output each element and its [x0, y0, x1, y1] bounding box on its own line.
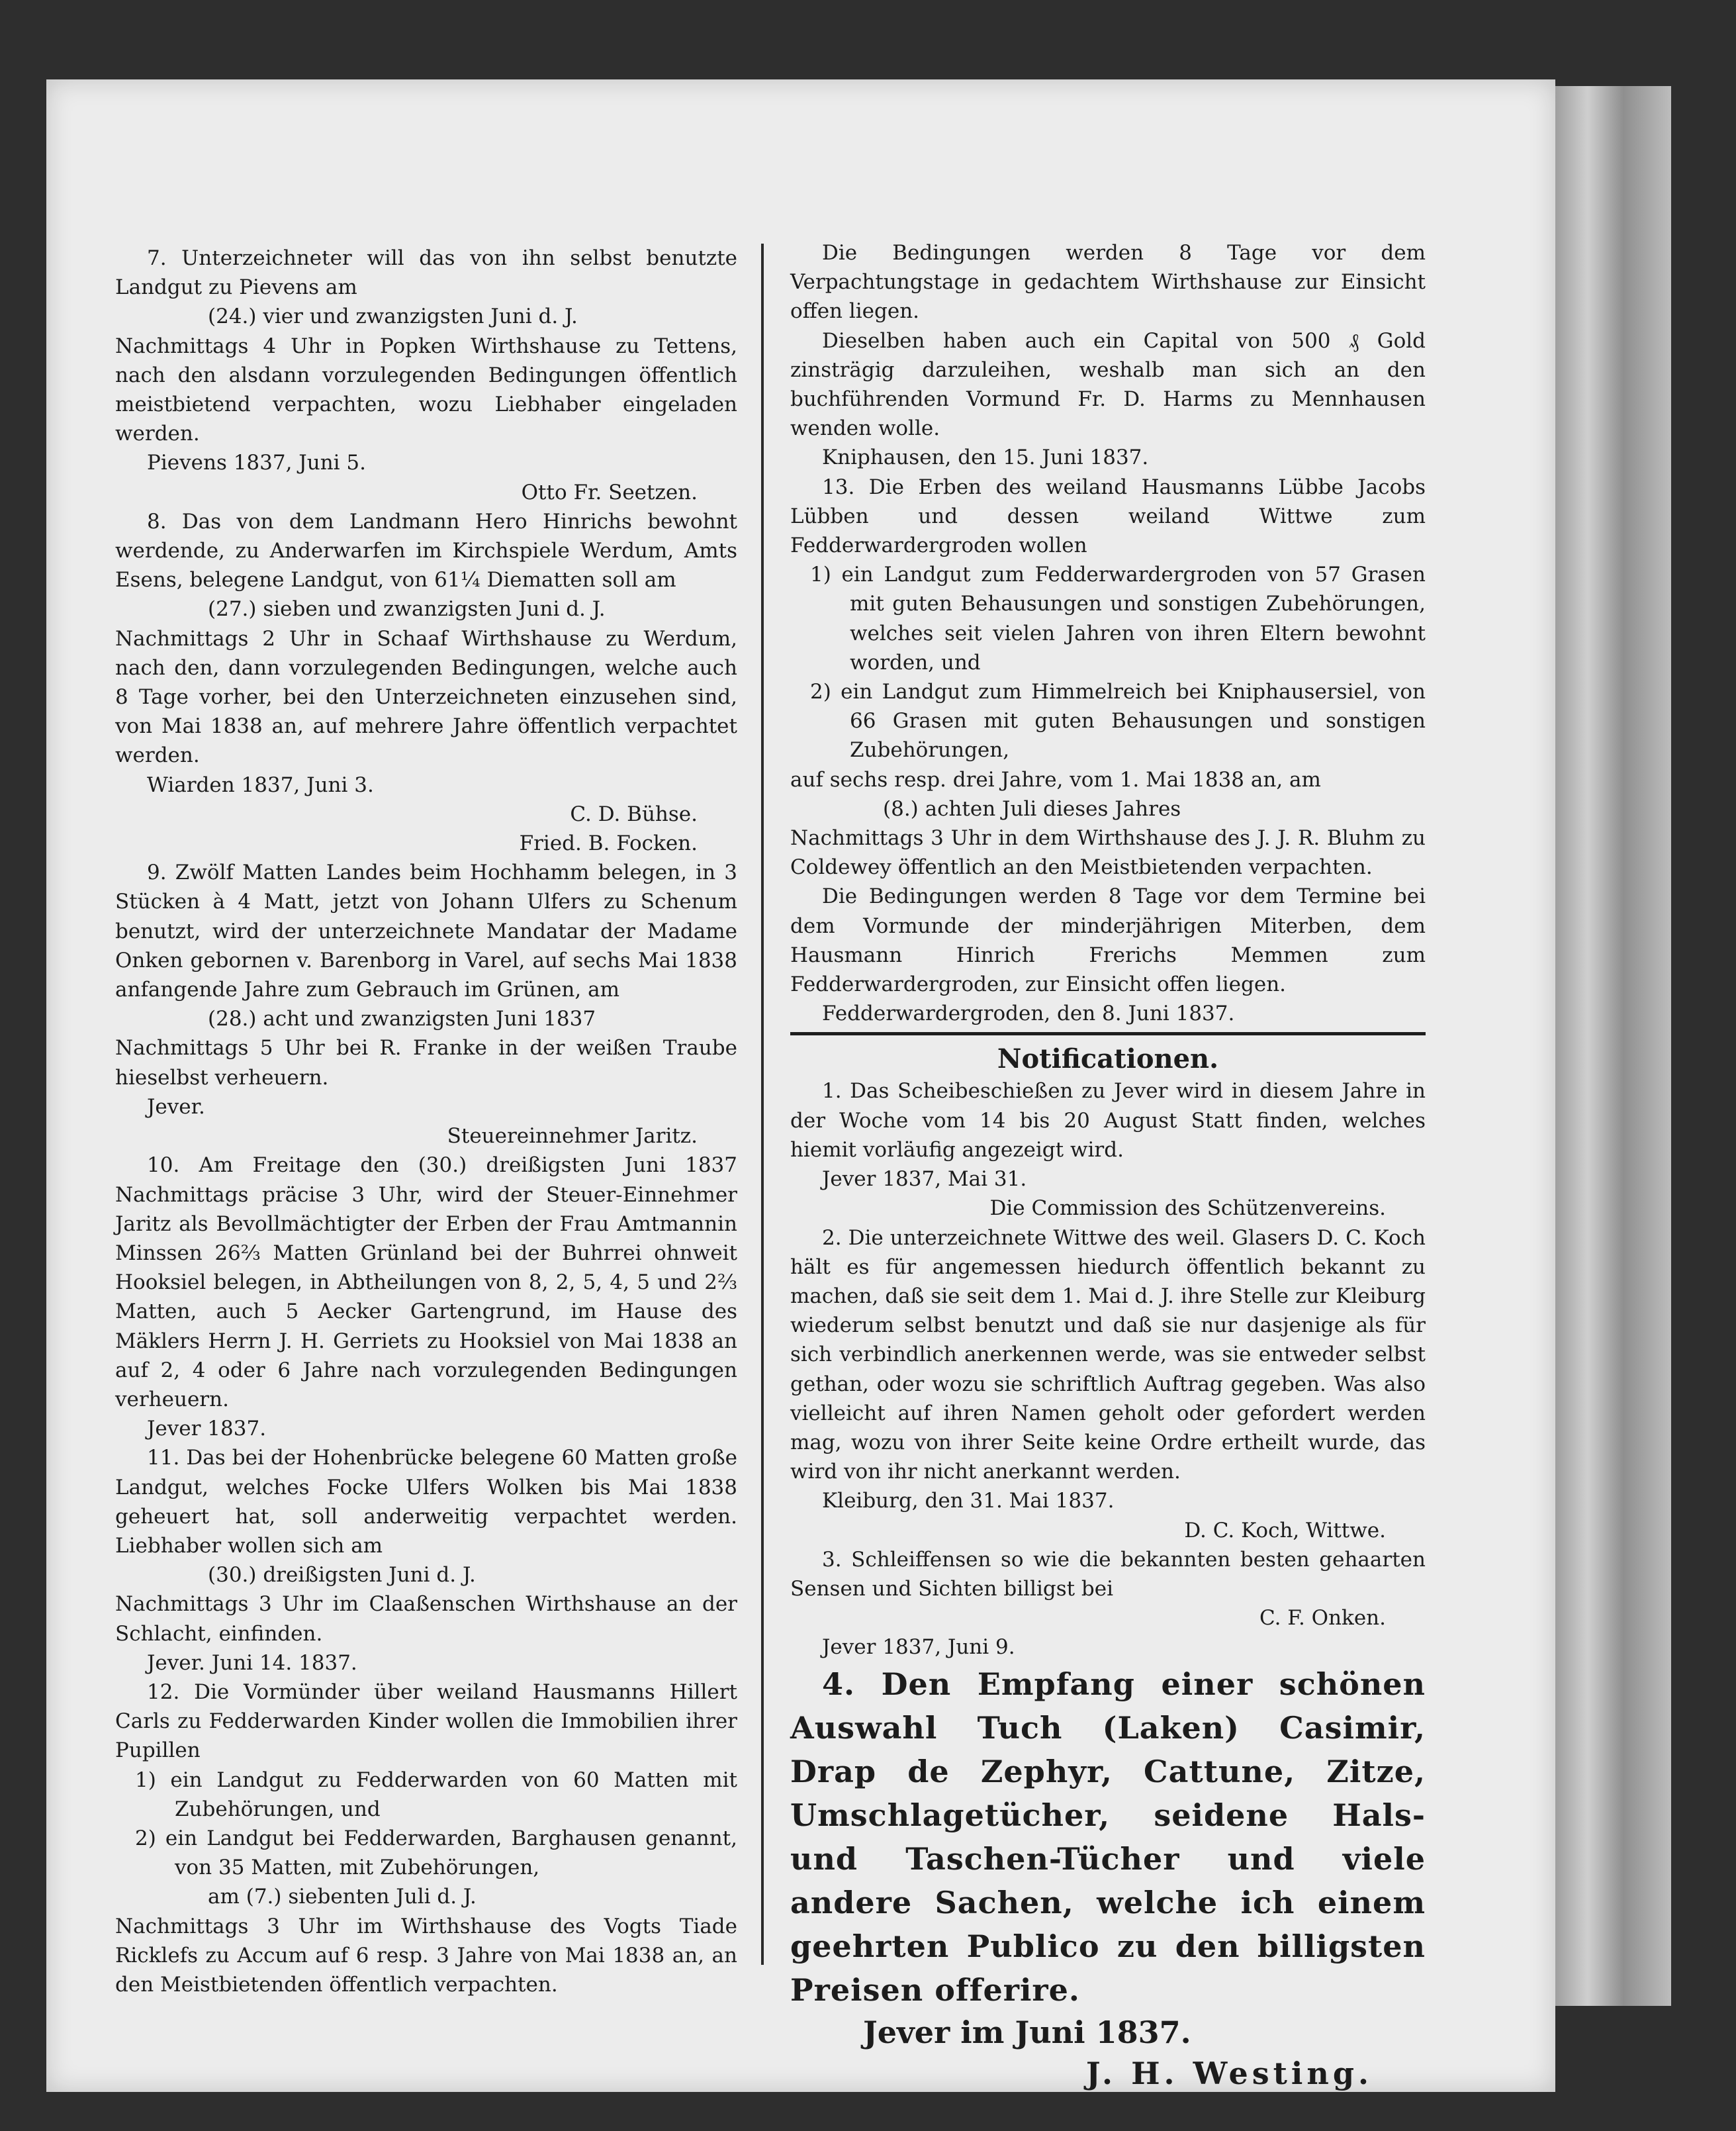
- text-line: (8.) achten Juli dieses Jahres: [883, 796, 1181, 821]
- announcement-paragraph: 2. Die unterzeichnete Wittwe des weil. Glasers D. C. Koch hält es für angemessen hiedurch öffentlich bekannt zu machen, daß sie seit dem 1. Mai d. J. ihre Stelle zur Kleiburg wiederum selbst benutzt und daß sie nur dasjenige als für sich verbindlich anerkennen werde, was sie entweder selbst gethan, oder wozu sie schriftlich Auftrag gegeben. Was also vielleicht auf ihren Namen geholt oder gefordert werden mag, wozu von ihrer Seite keine Ordre ertheilt wurde, das wird von ihr nicht anerkannt werden.: [790, 1225, 1426, 1484]
- date-line: Kniphausen, den 15. Juni 1837.: [822, 446, 1149, 470]
- announcement-paragraph: 1. Das Scheibeschießen zu Jever wird in diesem Jahre in der Woche vom 14 bis 20 August Statt finden, welches hiemit vorläufig angezeigt wird.: [790, 1079, 1426, 1162]
- date-line: Kleiburg, den 31. Mai 1837.: [822, 1489, 1115, 1513]
- announcement-paragraph: 12. Die Vormünder über weiland Hausmanns Hillert Carls zu Fedderwarden Kinder wollen die Immobilien ihrer Pupillen: [115, 1680, 737, 1763]
- list-item: 1) ein Landgut zu Fedderwarden von 60 Matten mit Zubehörungen, und: [135, 1768, 737, 1821]
- date-line: Jever 1837.: [147, 1417, 267, 1441]
- text-line: (28.) acht und zwanzigsten Juni 1837: [208, 1007, 596, 1031]
- text-line: Nachmittags 3 Uhr im Claaßenschen Wirthshause an der Schlacht, einfinden.: [115, 1592, 737, 1646]
- signature-line: Steuereinnehmer Jaritz.: [447, 1124, 698, 1149]
- signature-line: Fried. B. Focken.: [519, 831, 698, 856]
- right-column-announcements: [790, 238, 1426, 1028]
- text-line: Nachmittags 2 Uhr in Schaaf Wirthshause zu Werdum, nach den, dann vorzulegenden Bedingungen, welche auch 8 Tage vorher, bei den Unterzeichneten einzusehen sind, von Mai 1838 an, auf mehrere Jahre öffentlich verpachtet werden.: [115, 626, 737, 768]
- text-line: am (7.) siebenten Juli d. J.: [208, 1885, 477, 1909]
- list-item: 2) ein Landgut zum Himmelreich bei Kniphausersiel, von 66 Grasen mit guten Behausungen und sonstigen Zubehörungen,: [810, 680, 1426, 763]
- text-line: Nachmittags 5 Uhr bei R. Franke in der weißen Traube hieselbst verheuern.: [115, 1036, 737, 1090]
- text-line: Nachmittags 4 Uhr in Popken Wirthshause zu Tettens, nach den alsdann vorzulegenden Bedingungen öffentlich meistbietend verpachten, wozu Liebhaber eingeladen werden.: [115, 334, 737, 446]
- advert-place-date: Jever im Juni 1837.: [863, 2014, 1191, 2050]
- date-line: Jever 1837, Juni 9.: [822, 1635, 1015, 1660]
- signature-line: Otto Fr. Seetzen.: [521, 480, 698, 504]
- advert-signature: J. H. Westing.: [1085, 2055, 1373, 2091]
- announcement-paragraph: Die Bedingungen werden 8 Tage vor dem Verpachtungstage in gedachtem Wirthshause zur Einsicht offen liegen.: [790, 241, 1426, 324]
- announcement-paragraph: 3. Schleiffensen so wie die bekannten besten gehaarten Sensen und Sichten billigst bei: [790, 1547, 1426, 1601]
- list-item: 2) ein Landgut bei Fedderwarden, Barghausen genannt, von 35 Matten, mit Zubehörungen,: [135, 1826, 737, 1880]
- advert-body: 4. Den Empfang einer schönen Auswahl Tuch (Laken) Casimir, Drap de Zephyr, Cattune, Zitze, Umschlagetücher, seidene Hals- und Taschen-Tücher und viele andere Sachen, welche ich einem geehrten Publico zu den billigsten Preisen offerire.: [790, 1666, 1426, 2008]
- text-line: Nachmittags 3 Uhr in dem Wirthshause des J. J. R. Bluhm zu Coldewey öffentlich an den Meistbietenden verpachten.: [790, 826, 1426, 880]
- signature-line: C. F. Onken.: [1259, 1606, 1386, 1631]
- text-line: auf sechs resp. drei Jahre, vom 1. Mai 1838 an, am: [790, 767, 1321, 792]
- left-column: [115, 244, 737, 1999]
- date-line: Jever. Juni 14. 1837.: [147, 1650, 357, 1675]
- text-line: (24.) vier und zwanzigsten Juni d. J.: [208, 305, 578, 329]
- announcement-paragraph: 13. Die Erben des weiland Hausmanns Lübbe Jacobs Lübben und dessen weiland Wittwe zum Fedderwardergroden wollen: [790, 475, 1426, 558]
- text-line: (27.) sieben und zwanzigsten Juni d. J.: [208, 597, 606, 622]
- section-rule: [790, 1032, 1426, 1035]
- date-line: Wiarden 1837, Juni 3.: [147, 773, 374, 797]
- date-line: Jever.: [147, 1094, 205, 1119]
- signature-line: Die Commission des Schützenvereins.: [989, 1196, 1386, 1221]
- notifications-heading: Notificationen.: [997, 1043, 1219, 1075]
- announcement-paragraph: Dieselben haben auch ein Capital von 500 ₰ Gold zinsträgig darzuleihen, weshalb man sich an den buchführenden Vormund Fr. D. Harms zu Mennhausen wenden wolle.: [790, 328, 1426, 441]
- announcement-paragraph: 11. Das bei der Hohenbrücke belegene 60 Matten große Landgut, welches Focke Ulfers Wolken bis Mai 1838 geheuert hat, soll anderweitig verpachtet werden. Liebhaber wollen sich am: [115, 1446, 737, 1558]
- text-line: Nachmittags 3 Uhr im Wirthshause des Vogts Tiade Ricklefs zu Accum auf 6 resp. 3 Jahre von Mai 1838 an, an den Meistbietenden öffentlich verpachten.: [115, 1914, 737, 1997]
- announcement-paragraph: 7. Unterzeichneter will das von ihn selbst benutzte Landgut zu Pievens am: [115, 246, 737, 300]
- announcement-paragraph: 9. Zwölf Matten Landes beim Hochhamm belegen, in 3 Stücken à 4 Matt, jetzt von Johann Ulfers zu Schenum benutzt, wird der unterzeichnete Mandatar der Madame Onken gebornen v. Barenborg in Varel, auf sechs Mai 1838 anfangende Jahre zum Gebrauch im Grünen, am: [115, 861, 737, 1002]
- list-item: 1) ein Landgut zum Fedderwardergroden von 57 Grasen mit guten Behausungen und sonstigen Zubehörungen, welches seit vielen Jahren von ihren Eltern bewohnt worden, und: [810, 563, 1426, 675]
- newspaper-page: [46, 79, 1555, 2092]
- signature-line: C. D. Bühse.: [570, 802, 698, 826]
- date-line: Pievens 1837, Juni 5.: [147, 451, 367, 475]
- date-line: Fedderwardergroden, den 8. Juni 1837.: [822, 1002, 1235, 1026]
- signature-line: D. C. Koch, Wittwe.: [1184, 1518, 1386, 1542]
- book-page-edge: [1552, 86, 1671, 2006]
- right-column: [790, 238, 1426, 2094]
- text-line: (30.) dreißigsten Juni d. J.: [208, 1563, 476, 1587]
- announcement-paragraph: 8. Das von dem Landmann Hero Hinrichs bewohnt werdende, zu Anderwarfen im Kirchspiele Werdum, Amts Esens, belegene Landgut, von 61¼ Diematten soll am: [115, 509, 737, 592]
- column-divider: [761, 244, 764, 1965]
- date-line: Jever 1837, Mai 31.: [822, 1167, 1027, 1192]
- notifications-list: [790, 1076, 1426, 1662]
- announcement-paragraph: 10. Am Freitage den (30.) dreißigsten Juni 1837 Nachmittags präcise 3 Uhr, wird der Steuer-Einnehmer Jaritz als Bevollmächtigter der Erben der Frau Amtmannin Minssen 26⅔ Matten Grünland bei der Buhrrei ohnweit Hooksiel belegen, in Abtheilungen von 8, 2, 5, 4, 5 und 2⅔ Matten, auch 5 Aecker Gartengrund, im Hause des Mäklers Herrn J. H. Gerriets zu Hooksiel von Mai 1838 an auf 2, 4 oder 6 Jahre nach vorzulegenden Bedingungen verheuern.: [115, 1153, 737, 1411]
- announcement-paragraph: Die Bedingungen werden 8 Tage vor dem Termine bei dem Vormunde der minderjährigen Miterben, dem Hausmann Hinrich Frerichs Memmen zum Fedderwardergroden, zur Einsicht offen liegen.: [790, 884, 1426, 997]
